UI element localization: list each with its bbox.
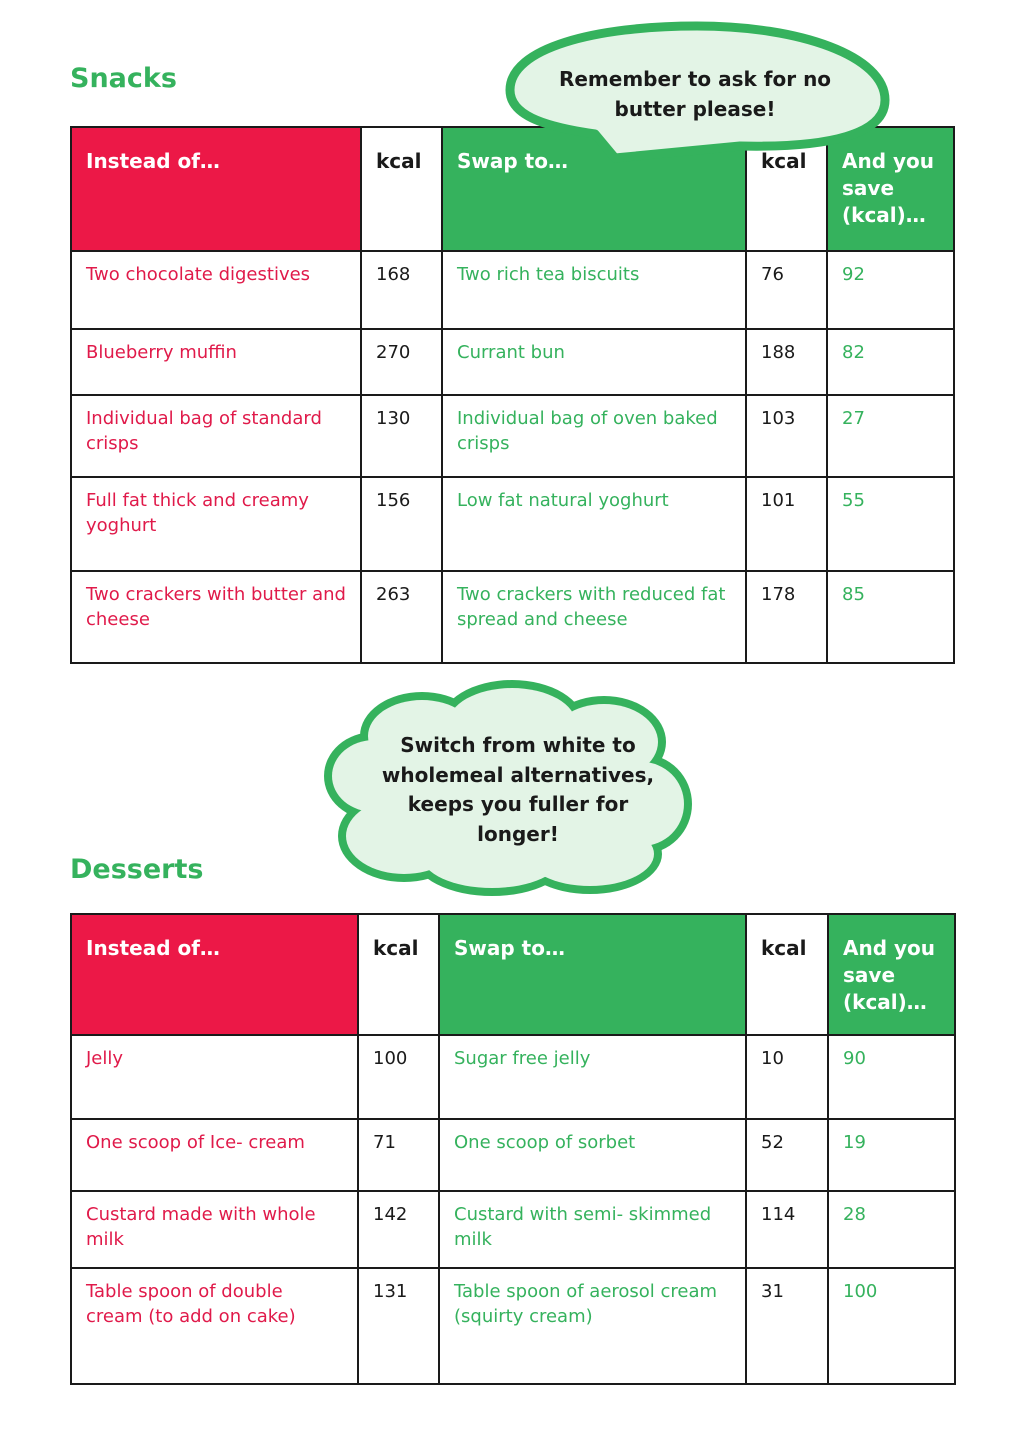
kcal-original-cell: 263 xyxy=(361,571,442,663)
table-row xyxy=(71,571,954,663)
save-cell: 82 xyxy=(827,329,954,395)
kcal-swap-cell: 10 xyxy=(746,1035,828,1119)
swap-cell: Low fat natural yoghurt xyxy=(442,477,746,571)
instead-cell: Full fat thick and creamy yoghurt xyxy=(71,477,361,571)
kcal-swap-cell: 101 xyxy=(746,477,827,571)
instead-cell: Two crackers with butter and cheese xyxy=(71,571,361,663)
kcal-swap-cell: 188 xyxy=(746,329,827,395)
table-row xyxy=(71,329,954,395)
header-swap: Swap to… xyxy=(439,914,746,1035)
instead-cell: Individual bag of standard crisps xyxy=(71,395,361,477)
table-row xyxy=(71,1268,955,1384)
save-cell: 27 xyxy=(827,395,954,477)
snacks-table xyxy=(70,126,955,664)
swap-cell: Custard with semi- skimmed milk xyxy=(439,1191,746,1268)
header-save: And you save (kcal)… xyxy=(827,127,954,251)
instead-cell: Two chocolate digestives xyxy=(71,251,361,329)
kcal-original-cell: 131 xyxy=(358,1268,439,1384)
table-row xyxy=(71,477,954,571)
table-row xyxy=(71,1191,955,1268)
swap-cell: Two crackers with reduced fat spread and cheese xyxy=(442,571,746,663)
table-row xyxy=(71,251,954,329)
instead-cell: Jelly xyxy=(71,1035,358,1119)
kcal-swap-cell: 103 xyxy=(746,395,827,477)
save-cell: 28 xyxy=(828,1191,955,1268)
desserts-title: Desserts xyxy=(70,854,204,885)
swap-cell: Sugar free jelly xyxy=(439,1035,746,1119)
table-row xyxy=(71,1119,955,1191)
header-instead: Instead of… xyxy=(71,914,358,1035)
instead-cell: Table spoon of double cream (to add on cake) xyxy=(71,1268,358,1384)
snacks-title: Snacks xyxy=(70,63,177,94)
header-kcal-swap: kcal xyxy=(746,914,828,1035)
instead-cell: One scoop of Ice- cream xyxy=(71,1119,358,1191)
swap-cell: Currant bun xyxy=(442,329,746,395)
speech-bubble-text: Remember to ask for no butter please! xyxy=(558,67,832,121)
kcal-original-cell: 71 xyxy=(358,1119,439,1191)
kcal-original-cell: 168 xyxy=(361,251,442,329)
header-instead: Instead of… xyxy=(71,127,361,251)
kcal-original-cell: 142 xyxy=(358,1191,439,1268)
save-cell: 85 xyxy=(827,571,954,663)
kcal-original-cell: 156 xyxy=(361,477,442,571)
kcal-swap-cell: 76 xyxy=(746,251,827,329)
swap-cell: Two rich tea biscuits xyxy=(442,251,746,329)
kcal-swap-cell: 178 xyxy=(746,571,827,663)
instead-cell: Custard made with whole milk xyxy=(71,1191,358,1268)
swap-cell: Table spoon of aerosol cream (squirty cream) xyxy=(439,1268,746,1384)
table-row xyxy=(71,1035,955,1119)
kcal-swap-cell: 114 xyxy=(746,1191,828,1268)
save-cell: 55 xyxy=(827,477,954,571)
swap-cell: One scoop of sorbet xyxy=(439,1119,746,1191)
header-kcal-original: kcal xyxy=(358,914,439,1035)
kcal-original-cell: 130 xyxy=(361,395,442,477)
instead-cell: Blueberry muffin xyxy=(71,329,361,395)
kcal-swap-cell: 52 xyxy=(746,1119,828,1191)
save-cell: 92 xyxy=(827,251,954,329)
cloud-bubble-text: Switch from white to wholemeal alternatives, keeps you fuller for longer! xyxy=(381,733,655,846)
kcal-original-cell: 270 xyxy=(361,329,442,395)
header-save: And you save (kcal)… xyxy=(828,914,955,1035)
save-cell: 100 xyxy=(828,1268,955,1384)
desserts-header-row xyxy=(71,914,955,1035)
header-kcal-swap: kcal xyxy=(746,127,827,251)
desserts-table xyxy=(70,913,956,1385)
save-cell: 90 xyxy=(828,1035,955,1119)
header-kcal-original: kcal xyxy=(361,127,442,251)
swap-cell: Individual bag of oven baked crisps xyxy=(442,395,746,477)
kcal-swap-cell: 31 xyxy=(746,1268,828,1384)
table-row xyxy=(71,395,954,477)
save-cell: 19 xyxy=(828,1119,955,1191)
header-swap: Swap to… xyxy=(442,127,746,251)
kcal-original-cell: 100 xyxy=(358,1035,439,1119)
